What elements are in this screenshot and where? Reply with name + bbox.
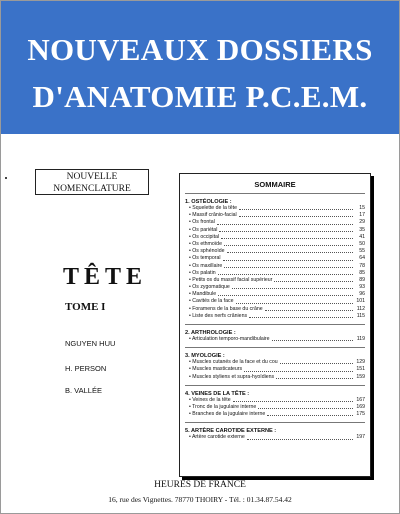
toc-leader-dots — [265, 306, 353, 311]
author-3: B. VALLÉE — [65, 386, 102, 395]
toc-entry — [185, 411, 365, 418]
toc-section — [185, 386, 365, 419]
toc-entry-label: • Mandibule — [189, 291, 217, 298]
toc-section-heading: 1. OSTÉOLOGIE : — [185, 199, 232, 205]
toc-leader-dots — [218, 291, 353, 296]
toc-body — [180, 194, 370, 442]
toc-leader-dots — [236, 298, 354, 303]
toc-entry-label: • Foramens de la base du crâne — [189, 305, 263, 312]
toc-entry-page: 115 — [356, 312, 365, 319]
toc-entry-label: • Articulation temporo-mandibulaire — [189, 336, 270, 342]
badge-line-2: NOMENCLATURE — [53, 184, 131, 194]
toc-entry-page: 175 — [356, 411, 365, 418]
toc-entry-label: • Petits os du massif facial supérieur — [189, 276, 273, 283]
toc-leader-dots — [274, 277, 353, 282]
author-1: NGUYEN HUU — [65, 339, 116, 348]
toc-entry-label: • Muscles styliens et supra-hyoïdiens — [189, 373, 275, 380]
toc-entry — [185, 212, 365, 219]
toc-entry-page: 15 — [359, 205, 365, 211]
toc-leader-dots — [224, 263, 353, 268]
toc-leader-dots — [258, 404, 353, 409]
toc-entry — [185, 263, 365, 270]
toc-section-heading: 4. VEINES DE LA TÊTE : — [185, 390, 250, 397]
toc-entry-page: 129 — [356, 359, 365, 366]
toc-entry-label: • Os maxillaire — [189, 262, 223, 269]
toc-entry-page: 29 — [359, 219, 365, 226]
badge-line-1: NOUVELLE — [66, 172, 118, 182]
toc-entry-page: 41 — [359, 233, 365, 240]
toc-entry-label: • Os sphénoïde — [189, 248, 225, 255]
tome-label: TOME I — [65, 301, 106, 313]
toc-leader-dots — [249, 313, 353, 318]
toc-entry-label: • Muscles cutanés de la face et du cou — [189, 359, 278, 366]
toc-entry — [185, 434, 365, 441]
toc-entry-label: • Branches de la jugulaire interne — [189, 411, 266, 418]
toc-entry — [185, 255, 365, 262]
toc-entry-label: • Muscles masticateurs — [189, 366, 243, 373]
toc-leader-dots — [219, 227, 353, 232]
toc-leader-dots — [232, 284, 353, 289]
toc-entry-page: 64 — [359, 255, 365, 262]
print-mark — [5, 177, 7, 179]
toc-entry — [185, 306, 365, 313]
publisher-address: 16, rue des Vignettes. 78770 THOIRY - Tél. : 01.34.87.54.42 — [108, 495, 292, 504]
toc-entry — [185, 248, 365, 255]
toc-section — [185, 325, 365, 343]
toc-entry — [185, 270, 365, 277]
toc-entry-label: • Os palatin — [189, 269, 216, 276]
toc-entry — [185, 284, 365, 291]
toc-entry-label: • Os zygomatique — [189, 284, 230, 291]
toc-entry-label: • Veines de la tête — [189, 396, 231, 403]
toc-entry — [185, 277, 365, 284]
toc-entry-label: • Os temporal — [189, 255, 221, 262]
toc-leader-dots — [227, 248, 353, 253]
toc-entry — [185, 397, 365, 404]
toc-entry-label: • Massif crânio-facial — [189, 212, 237, 219]
toc-entry — [185, 404, 365, 411]
toc-entry — [185, 298, 365, 305]
toc-entry-label: • Tronc de la jugulaire interne — [189, 403, 257, 410]
toc-entry — [185, 234, 365, 241]
toc-leader-dots — [224, 241, 353, 246]
toc-entry-label: • Os frontal — [189, 219, 215, 226]
toc-entry-page: 50 — [359, 240, 365, 247]
toc-entry-label: • Os pariétal — [189, 226, 218, 233]
volume-title: TÊTE — [63, 264, 148, 290]
toc-entry-page: 78 — [359, 262, 365, 269]
toc-leader-dots — [239, 212, 353, 217]
title-line-2: D'ANATOMIE P.C.E.M. — [32, 79, 368, 114]
table-of-contents — [179, 173, 371, 477]
toc-leader-dots — [223, 255, 353, 260]
toc-entry — [185, 366, 365, 373]
toc-entry — [185, 313, 365, 320]
toc-entry-page: 167 — [356, 396, 365, 403]
toc-entry-label: • Liste des nerfs crâniens — [189, 312, 248, 319]
toc-section-heading: 3. MYOLOGIE : — [185, 353, 225, 360]
toc-entry — [185, 291, 365, 298]
toc-entry-page: 169 — [356, 403, 365, 410]
toc-entry-page: 119 — [356, 336, 365, 342]
toc-entry-page: 85 — [359, 269, 365, 276]
title-banner — [1, 1, 399, 134]
toc-leader-dots — [239, 205, 353, 210]
toc-entry-page: 96 — [359, 291, 365, 298]
toc-leader-dots — [218, 270, 353, 275]
toc-entry — [185, 219, 365, 226]
toc-section — [185, 423, 365, 441]
toc-entry-label: • Squelette de la tête — [189, 205, 237, 211]
toc-entry — [185, 336, 365, 343]
toc-leader-dots — [276, 374, 353, 379]
nomenclature-badge — [35, 169, 149, 195]
toc-entry — [185, 227, 365, 234]
toc-leader-dots — [272, 336, 353, 341]
toc-leader-dots — [233, 397, 353, 402]
toc-leader-dots — [244, 366, 353, 371]
toc-entry-label: • Os ethmoïde — [189, 240, 222, 247]
toc-entry-page: 93 — [359, 284, 365, 291]
toc-entry-page: 159 — [356, 373, 365, 380]
toc-section — [185, 348, 365, 381]
toc-entry-page: 197 — [356, 434, 365, 441]
author-2: H. PERSON — [65, 364, 107, 373]
toc-entry-label: • Artère carotide externe — [189, 434, 245, 441]
toc-title: SOMMAIRE — [254, 180, 296, 189]
toc-entry-label: • Cavités de la face — [189, 298, 234, 305]
toc-section-heading: 2. ARTHROLOGIE : — [185, 330, 236, 336]
toc-section — [185, 194, 365, 320]
toc-leader-dots — [247, 434, 353, 439]
toc-entry — [185, 205, 365, 212]
toc-entry-page: 101 — [356, 298, 365, 305]
toc-entry-page: 89 — [359, 276, 365, 283]
toc-entry-page: 55 — [359, 248, 365, 255]
toc-section-heading: 5. ARTÈRE CAROTIDE EXTERNE : — [185, 428, 277, 435]
toc-entry — [185, 241, 365, 248]
toc-leader-dots — [280, 359, 353, 364]
toc-entry-page: 35 — [359, 226, 365, 233]
toc-leader-dots — [267, 411, 353, 416]
toc-leader-dots — [221, 234, 353, 239]
toc-entry-page: 112 — [356, 305, 365, 312]
toc-entry-page: 17 — [359, 212, 365, 219]
toc-entry-page: 151 — [356, 366, 365, 373]
title-line-1: NOUVEAUX DOSSIERS — [27, 32, 373, 67]
toc-entry — [185, 359, 365, 366]
toc-entry-label: • Os occipital — [189, 233, 220, 240]
toc-entry — [185, 374, 365, 381]
publisher-name: HEURES DE FRANCE — [154, 480, 246, 490]
toc-leader-dots — [217, 219, 353, 224]
